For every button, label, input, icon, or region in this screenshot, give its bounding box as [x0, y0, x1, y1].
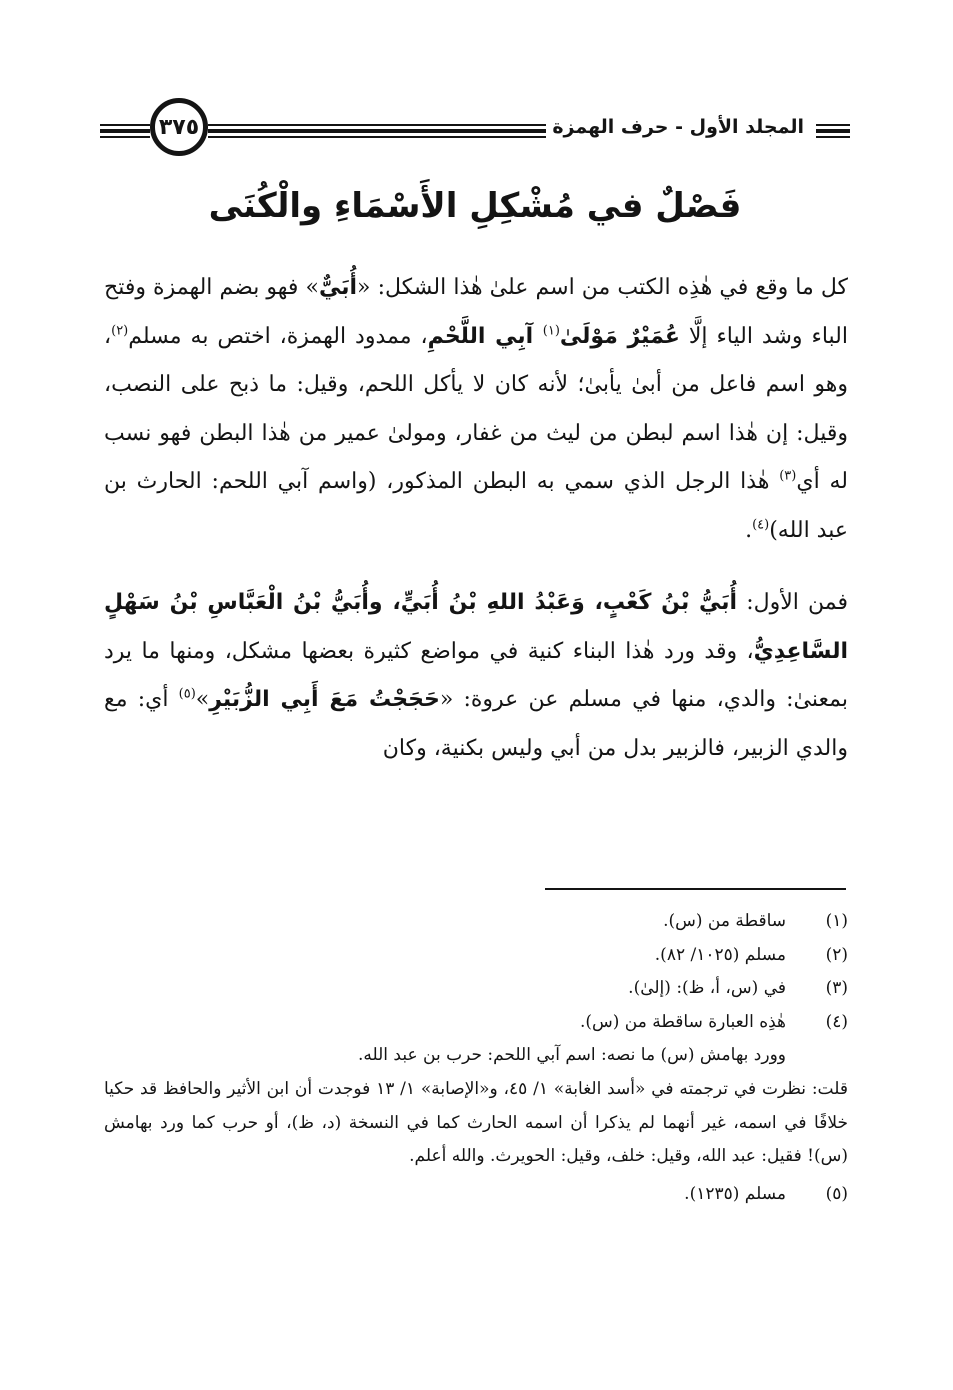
footnote-number: (٢) [825, 944, 848, 965]
footnote-text: هٰذِه العبارة ساقطة من (س). [579, 1011, 786, 1032]
footnote-text: ساقطة من (س). [663, 911, 786, 931]
page-number: ٣٧٥ [150, 98, 208, 156]
footnote-2 [104, 939, 848, 973]
p1-text-5: هٰذا الرجل الذي سمي به البطن المذكور، (واسم آبي اللحم: الحارث بن عبد الله) [104, 469, 848, 543]
footnote-ref-2[interactable]: (٢) [111, 323, 129, 339]
body-text [104, 264, 848, 773]
p2-text-3: » [195, 687, 210, 712]
paragraph-1 [104, 264, 848, 555]
header-rule-left [100, 124, 150, 138]
p1-bold-abi-al-lahm: آبِي اللَّحْمِ [427, 323, 543, 349]
footnote-ref-3[interactable]: (٣) [779, 468, 797, 484]
p2-text-4: أي: مع والدي الزبير، فالزبير بدل من أبي وليس بكنية، وكان [104, 687, 848, 761]
footnote-4-margin-note: وورد بهامش (س) ما نصه: اسم آبي اللحم: حرب بن عبد الله. [357, 1045, 786, 1066]
footnote-text: مسلم (١٢٣٥). [684, 1183, 786, 1204]
footnote-ref-5[interactable]: (٥) [178, 686, 196, 702]
footnote-3 [104, 972, 848, 1006]
footnote-number: (٣) [825, 978, 848, 999]
p2-bold-hadith: حَجَجْتُ مَعَ أَبِي الزُّبَيْرِ [209, 687, 440, 712]
p1-text-3: ، ممدود الهمزة، اختص به مسلم [128, 323, 428, 349]
footnote-number: (٤) [825, 1011, 848, 1032]
footnote-text: في (س، أ، ظ): (إلىٰ). [628, 978, 786, 999]
p1-text-1: كل ما وقع في هٰذِه الكتب من اسم علىٰ هٰذا الشكل: « [357, 275, 849, 300]
footnote-number: (١) [825, 911, 848, 931]
footnote-1 [104, 905, 848, 939]
p2-text-2: ، وقد ورد هٰذا البناء كنية في مواضع كثيرة بعضها مشكل، ومنها ما يرد بمعنىٰ: والدي، منها في مسلم عن عروة: « [104, 638, 848, 712]
chapter-title: فَصْلٌ في مُشْكِلِ الأَسْمَاءِ والْكُنَى [208, 186, 742, 226]
footnote-separator [545, 888, 846, 890]
footnote-text: مسلم (١٠٢٥/ ٨٢). [654, 944, 786, 965]
footnote-5 [104, 1178, 848, 1212]
footnote-ref-4[interactable]: (٤) [752, 517, 770, 533]
footnote-4 [104, 1006, 848, 1040]
p2-text-1: فمن الأول: [737, 590, 848, 615]
running-header [100, 96, 850, 160]
p1-text-4: ، وهو اسم فاعل من أبىٰ يأبىٰ؛ لأنه كان لا يأكل اللحم، وقيل: ما ذبح على النصب، وقيل: إن هٰذا اسم لبطن من ليث من غفار، ومولىٰ عمير من هٰذا البطن فهو نسب له أي [104, 323, 848, 494]
header-rule-right [816, 124, 850, 138]
p1-bold-ubayy: أُبَيٌّ [318, 275, 358, 300]
p1-text-2: » فهو بضم الهمزة وفتح الباء وشد الياء إلَّا [104, 275, 848, 349]
footnote-number: (٥) [825, 1183, 848, 1204]
p1-bold-umayr: عُمَيْرٌ مَوْلَىٰ [559, 323, 680, 349]
footnote-ref-1[interactable]: (١) [542, 323, 560, 339]
paragraph-2 [104, 579, 848, 773]
footnote-4-editor-note: قلت: نظرت في ترجمته في «أسد الغابة» ١/ ٤٥، و«الإصابة» ١/ ١٣ فوجدت أن ابن الأثير والحافظ قد حكيا خلافًا في اسمه، غير أنهما لم يذكرا أن اسمه الحارث كما في النسخة (د، ظ)، أو حرب كما ورد بهامش (س)! فقيل: عبد الله، وقيل: خلف، وقيل: الحويرث. والله أعلم. [104, 1078, 848, 1167]
p2-bold-names: أُبَيُّ بْنُ كَعْبٍ، وَعَبْدُ اللهِ بْنُ أُبَيٍّ، وأُبَيُّ بْنُ الْعَبَّاسِ بْنُ سَهْلٍ السَّاعِدِيُّ [104, 590, 848, 664]
footnotes [104, 905, 848, 1211]
p1-text-6: . [745, 517, 753, 543]
running-title: المجلد الأول - حرف الهمزة [546, 116, 810, 138]
